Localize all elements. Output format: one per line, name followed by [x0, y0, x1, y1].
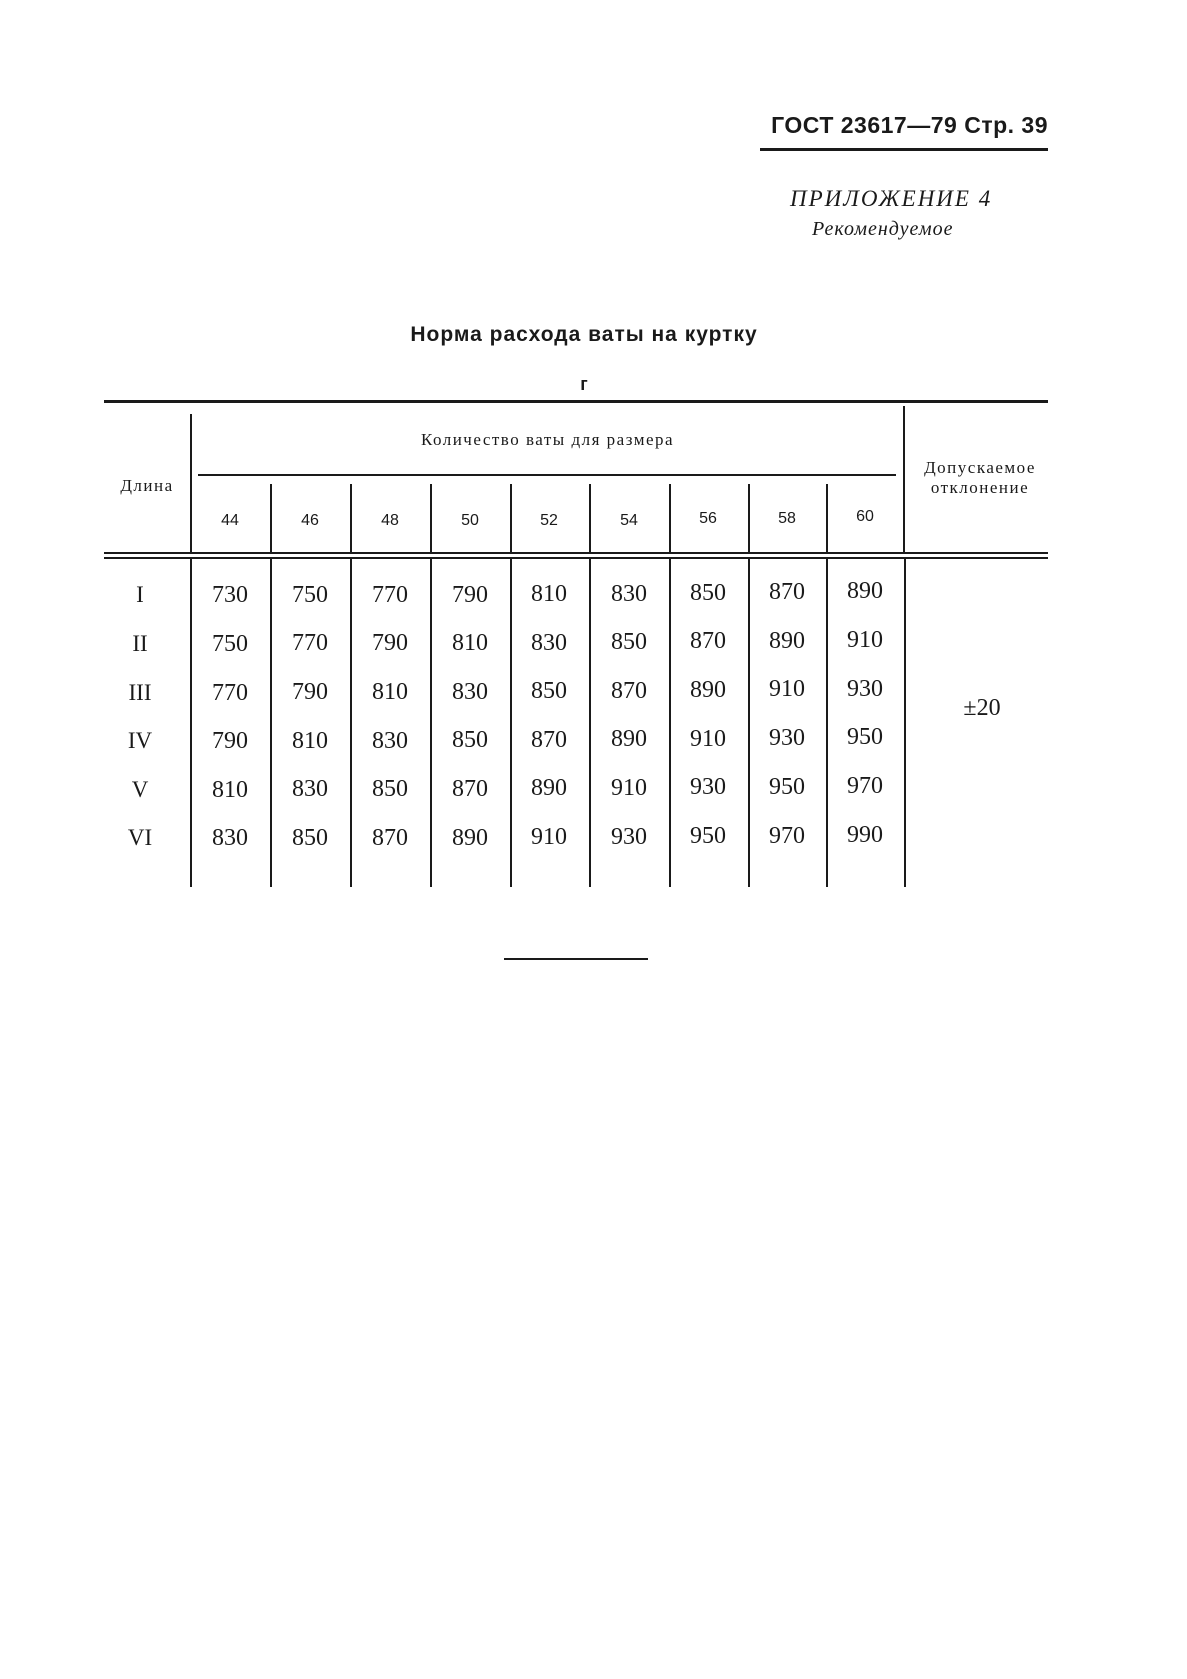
appendix-status: Рекомендуемое	[812, 218, 954, 240]
size-header-54: 54	[620, 512, 638, 529]
table-cell: 950	[690, 823, 726, 849]
unit-label: г	[580, 374, 588, 394]
table-cell: 810	[212, 777, 248, 803]
table-cell: 870	[690, 628, 726, 654]
end-rule	[504, 958, 648, 960]
table-cell: 990	[847, 822, 883, 848]
table-cell: 890	[611, 726, 647, 752]
table-cell: 890	[847, 578, 883, 604]
appendix-title: ПРИЛОЖЕНИЕ 4	[790, 186, 993, 211]
table-cell: 930	[847, 676, 883, 702]
col-divider	[826, 484, 828, 554]
table-cell: 830	[531, 630, 567, 656]
length-label: I	[136, 582, 144, 607]
table-cell: 830	[452, 679, 488, 705]
table-cell: 830	[292, 776, 328, 802]
standard-number: ГОСТ 23617—79	[771, 112, 958, 138]
header-bottom-rule-2	[104, 557, 1048, 559]
table-cell: 850	[611, 629, 647, 655]
table-cell: 830	[372, 728, 408, 754]
col-divider	[589, 484, 591, 554]
table-cell: 870	[452, 776, 488, 802]
table-cell: 790	[372, 630, 408, 656]
table-cell: 810	[292, 728, 328, 754]
table-cell: 830	[212, 825, 248, 851]
table-cell: 870	[372, 825, 408, 851]
table-cell: 810	[372, 679, 408, 705]
size-header-60: 60	[856, 508, 874, 525]
col-divider	[270, 559, 272, 887]
col-divider	[904, 559, 906, 887]
tolerance-header-line1: Допускаемое	[924, 458, 1036, 477]
table-cell: 790	[452, 582, 488, 608]
length-label: III	[128, 680, 152, 705]
table-cell: 950	[769, 774, 805, 800]
table-cell: 770	[212, 680, 248, 706]
tolerance-header-line2: отклонение	[930, 478, 1030, 497]
table-cell: 890	[690, 677, 726, 703]
table-cell: 790	[212, 728, 248, 754]
col-divider	[669, 484, 671, 554]
page-label: Стр. 39	[964, 112, 1048, 138]
col-divider	[190, 559, 192, 887]
table-cell: 750	[292, 582, 328, 608]
table-cell: 870	[769, 579, 805, 605]
col-divider	[748, 484, 750, 554]
col-divider	[589, 559, 591, 887]
table-cell: 810	[452, 630, 488, 656]
table-cell: 890	[452, 825, 488, 851]
table-cell: 750	[212, 631, 248, 657]
table-cell: 910	[847, 627, 883, 653]
table-cell: 930	[690, 774, 726, 800]
size-header-50: 50	[461, 512, 479, 529]
size-header-52: 52	[540, 512, 558, 529]
table-cell: 970	[769, 823, 805, 849]
table-cell: 930	[769, 725, 805, 751]
table-cell: 810	[531, 581, 567, 607]
tolerance-header	[905, 458, 1055, 498]
table-cell: 910	[611, 775, 647, 801]
table-cell: 850	[292, 825, 328, 851]
table-cell: 850	[372, 776, 408, 802]
col-divider	[350, 559, 352, 887]
size-header-56: 56	[699, 510, 717, 527]
table-cell: 790	[292, 679, 328, 705]
length-label: VI	[127, 825, 153, 850]
table-cell: 970	[847, 773, 883, 799]
table-cell: 910	[531, 824, 567, 850]
table-cell: 730	[212, 582, 248, 608]
table-cell: 850	[531, 678, 567, 704]
col-divider	[430, 559, 432, 887]
length-label: IV	[127, 728, 153, 753]
tolerance-value: ±20	[963, 695, 1001, 721]
table-title: Норма расхода ваты на куртку	[410, 323, 758, 346]
table-cell: 910	[690, 726, 726, 752]
page-header	[700, 112, 1048, 139]
header-bottom-rule-1	[104, 552, 1048, 554]
quantity-group-header: Количество ваты для размера	[420, 430, 675, 449]
length-label: V	[131, 777, 149, 802]
table-cell: 850	[690, 580, 726, 606]
col-divider	[270, 484, 272, 554]
table-top-rule	[104, 400, 1048, 403]
length-label: II	[132, 631, 148, 656]
table-cell: 830	[611, 581, 647, 607]
size-header-58: 58	[778, 510, 796, 527]
size-header-44: 44	[221, 512, 239, 529]
table-cell: 890	[769, 628, 805, 654]
size-header-48: 48	[381, 512, 399, 529]
table-cell: 850	[452, 727, 488, 753]
size-header-46: 46	[301, 512, 319, 529]
table-cell: 870	[611, 678, 647, 704]
col-divider	[430, 484, 432, 554]
table-cell: 870	[531, 727, 567, 753]
table-cell: 950	[847, 724, 883, 750]
header-rule	[760, 148, 1048, 151]
table-cell: 910	[769, 676, 805, 702]
col-divider	[510, 484, 512, 554]
table-cell: 890	[531, 775, 567, 801]
table-cell: 770	[372, 582, 408, 608]
table-cell: 930	[611, 824, 647, 850]
length-column-header: Длина	[120, 476, 174, 495]
group-header-rule	[198, 474, 896, 476]
table-cell: 770	[292, 630, 328, 656]
col-divider	[350, 484, 352, 554]
